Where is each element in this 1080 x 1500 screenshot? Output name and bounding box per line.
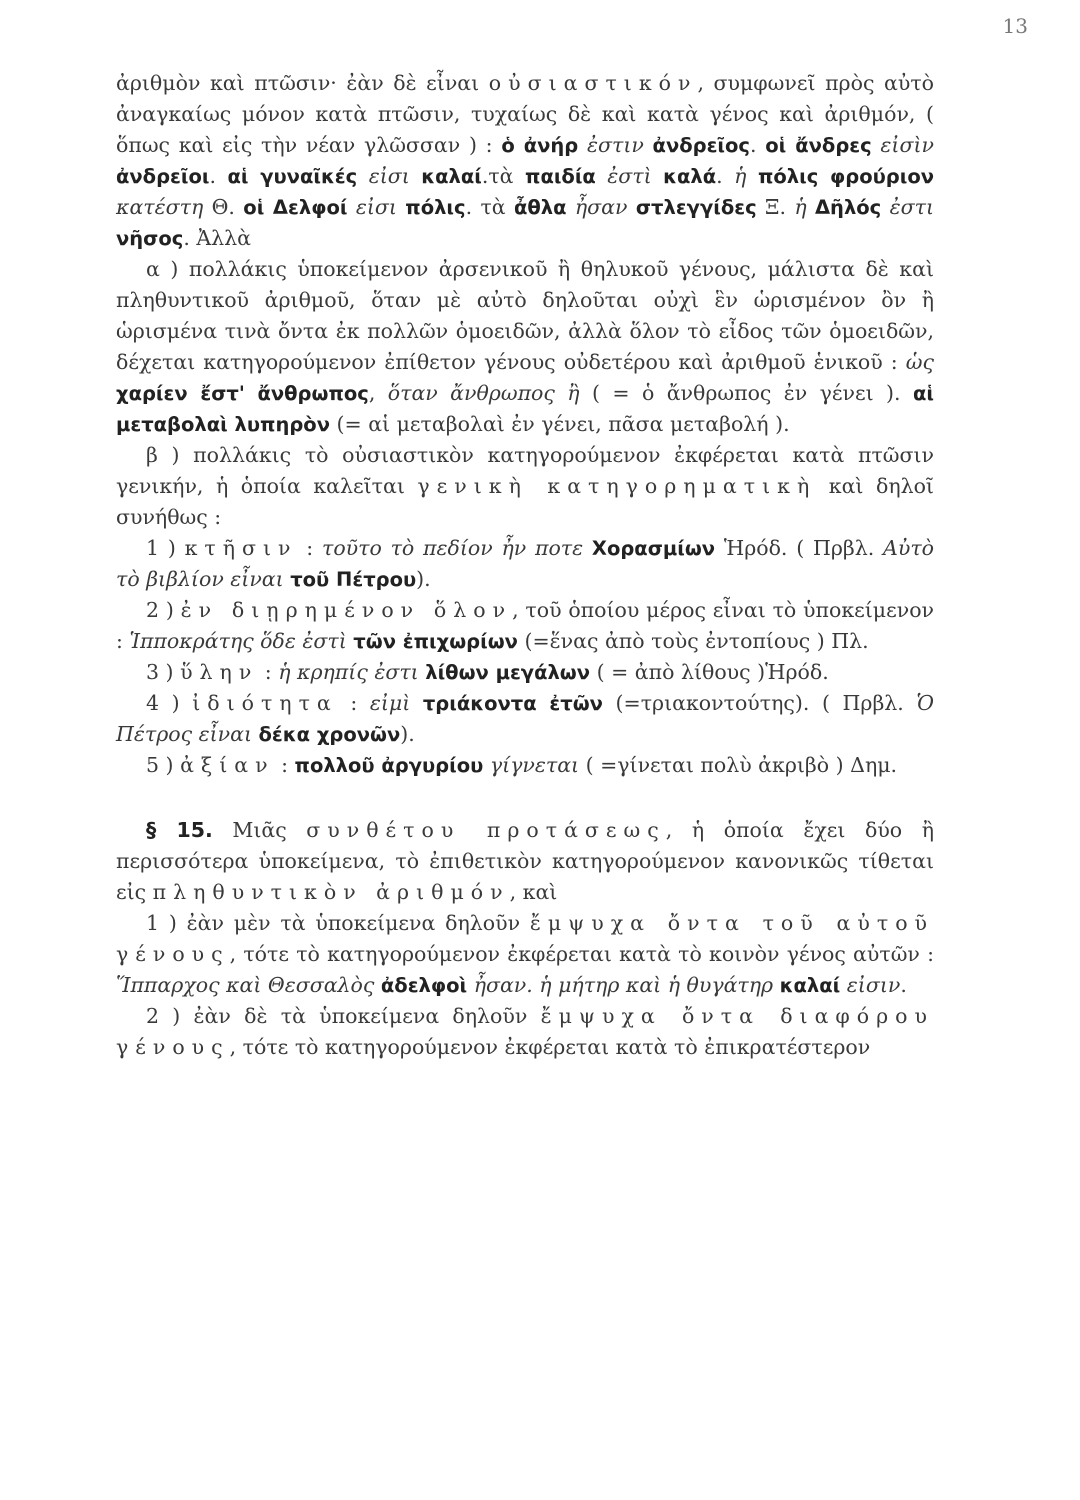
section-15: § 15. Μιᾶς συνθέτου προτάσεως, ἡ ὁποία ἔχει δύο ἢ περισσότερα ὑποκείμενα, τὸ ἐπιθετικὸν κατηγορούμενον κανονικῶς τίθεται εἰς πληθυντικὸν ἀριθμόν, καὶ [116,818,934,904]
section-number: § 15. [146,818,213,842]
paragraph-beta: β ) πολλάκις τὸ οὐσιαστικὸν κατηγορούμενον ἐκφέρεται κατὰ πτῶσιν γενικήν, ἡ ὁποία καλεῖται γενικὴ κατηγορηματικὴ καὶ δηλοῖ συνήθως : [116,443,934,529]
rule-2: 2 ) ἐὰν δὲ τὰ ὑποκείμενα δηλοῦν ἔμψυχα ὄντα διαφόρου γένους, τότε τὸ κατηγορούμενον ἐκφέρεται κατὰ τὸ ἐπικρατέστερον [116,1004,934,1059]
page-number: 13 [1002,14,1028,38]
page-body [116,68,934,1063]
list-item-1: 1 ) κτῆσιν : τοῦτο τὸ πεδίον ἦν ποτε Χορασμίων Ἡρόδ. ( Πρβλ. Αὐτὸ τὸ βιβλίον εἶναι τοῦ Πέτρου). [116,536,934,591]
list-item-4: 4 ) ἰδιότητα : εἰμὶ τριάκοντα ἐτῶν (=τριακοντούτης). ( Πρβλ. Ὁ Πέτρος εἶναι δέκα χρονῶν). [116,691,934,746]
list-item-2: 2 ) ἐν διῃρημένον ὅλον, τοῦ ὁποίου μέρος εἶναι τὸ ὑποκείμενον : Ἱπποκράτης ὅδε ἐστὶ τῶν ἐπιχωρίων (=ἕνας ἀπὸ τοὺς ἐντοπίους ) Πλ. [116,598,935,653]
paragraph-alpha: α ) πολλάκις ὑποκείμενον ἀρσενικοῦ ἢ θηλυκοῦ γένους, μάλιστα δὲ καὶ πληθυντικοῦ ἀριθμοῦ, ὅταν μὲ αὐτὸ δηλοῦται οὐχὶ ἓν ὡρισμένον ὂν ἢ ὡρισμένα τινὰ ὄντα ἐκ πολλῶν ὁμοειδῶν, ἀλλὰ ὅλον τὸ εἶδος τῶν ὁμοειδῶν, δέχεται κατηγορούμενον ἐπίθετον γένους οὐδετέρου καὶ ἀριθμοῦ ἑνικοῦ : ὡς χαρίεν ἔστ' ἄνθρωπος, ὅταν ἄνθρωπος ἢ ( = ὁ ἄνθρωπος ἐν γένει ). αἱ μεταβολαὶ λυπηρὸν (= αἱ μεταβολαὶ ἐν γένει, πᾶσα μεταβολή ). [116,257,934,436]
rule-1: 1 ) ἐὰν μὲν τὰ ὑποκείμενα δηλοῦν ἔμψυχα ὄντα τοῦ αὐτοῦ γένους, τότε τὸ κατηγορούμενον ἐκφέρεται κατὰ τὸ κοινὸν γένος αὐτῶν : Ἵππαρχος καὶ Θεσσαλὸς ἀδελφοὶ ἦσαν. ἡ μήτηρ καὶ ἡ θυγάτηρ καλαί εἰσιν. [116,911,934,997]
paragraph-intro: ἀριθμὸν καὶ πτῶσιν· ἐὰν δὲ εἶναι οὐσιαστικόν, συμφωνεῖ πρὸς αὐτὸ ἀναγκαίως μόνον κατὰ πτῶσιν, τυχαίως δὲ καὶ κατὰ γένος καὶ ἀριθμόν, ( ὅπως καὶ εἰς τὴν νέαν γλῶσσαν ) : ὁ ἀνήρ ἐστιν ἀνδρεῖος. οἱ ἄνδρες εἰσὶν ἀνδρεῖοι. αἱ γυναῖκές εἰσι καλαί.τὰ παιδία ἐστὶ καλά. ἡ πόλις φρούριον κατέστη Θ. οἱ Δελφοί εἰσι πόλις. τὰ ἆθλα ἦσαν στλεγγίδες Ξ. ἡ Δῆλός ἐστι νῆσος. Ἀλλὰ [116,71,935,250]
list-item-5: 5 ) ἀξίαν : πολλοῦ ἀργυρίου γίγνεται ( =γίνεται πολὺ ἀκριβὸ ) Δημ. [146,753,898,777]
list-item-3: 3 ) ὕλην : ἡ κρηπίς ἐστι λίθων μεγάλων ( = ἀπὸ λίθους )Ἡρόδ. [146,660,829,684]
